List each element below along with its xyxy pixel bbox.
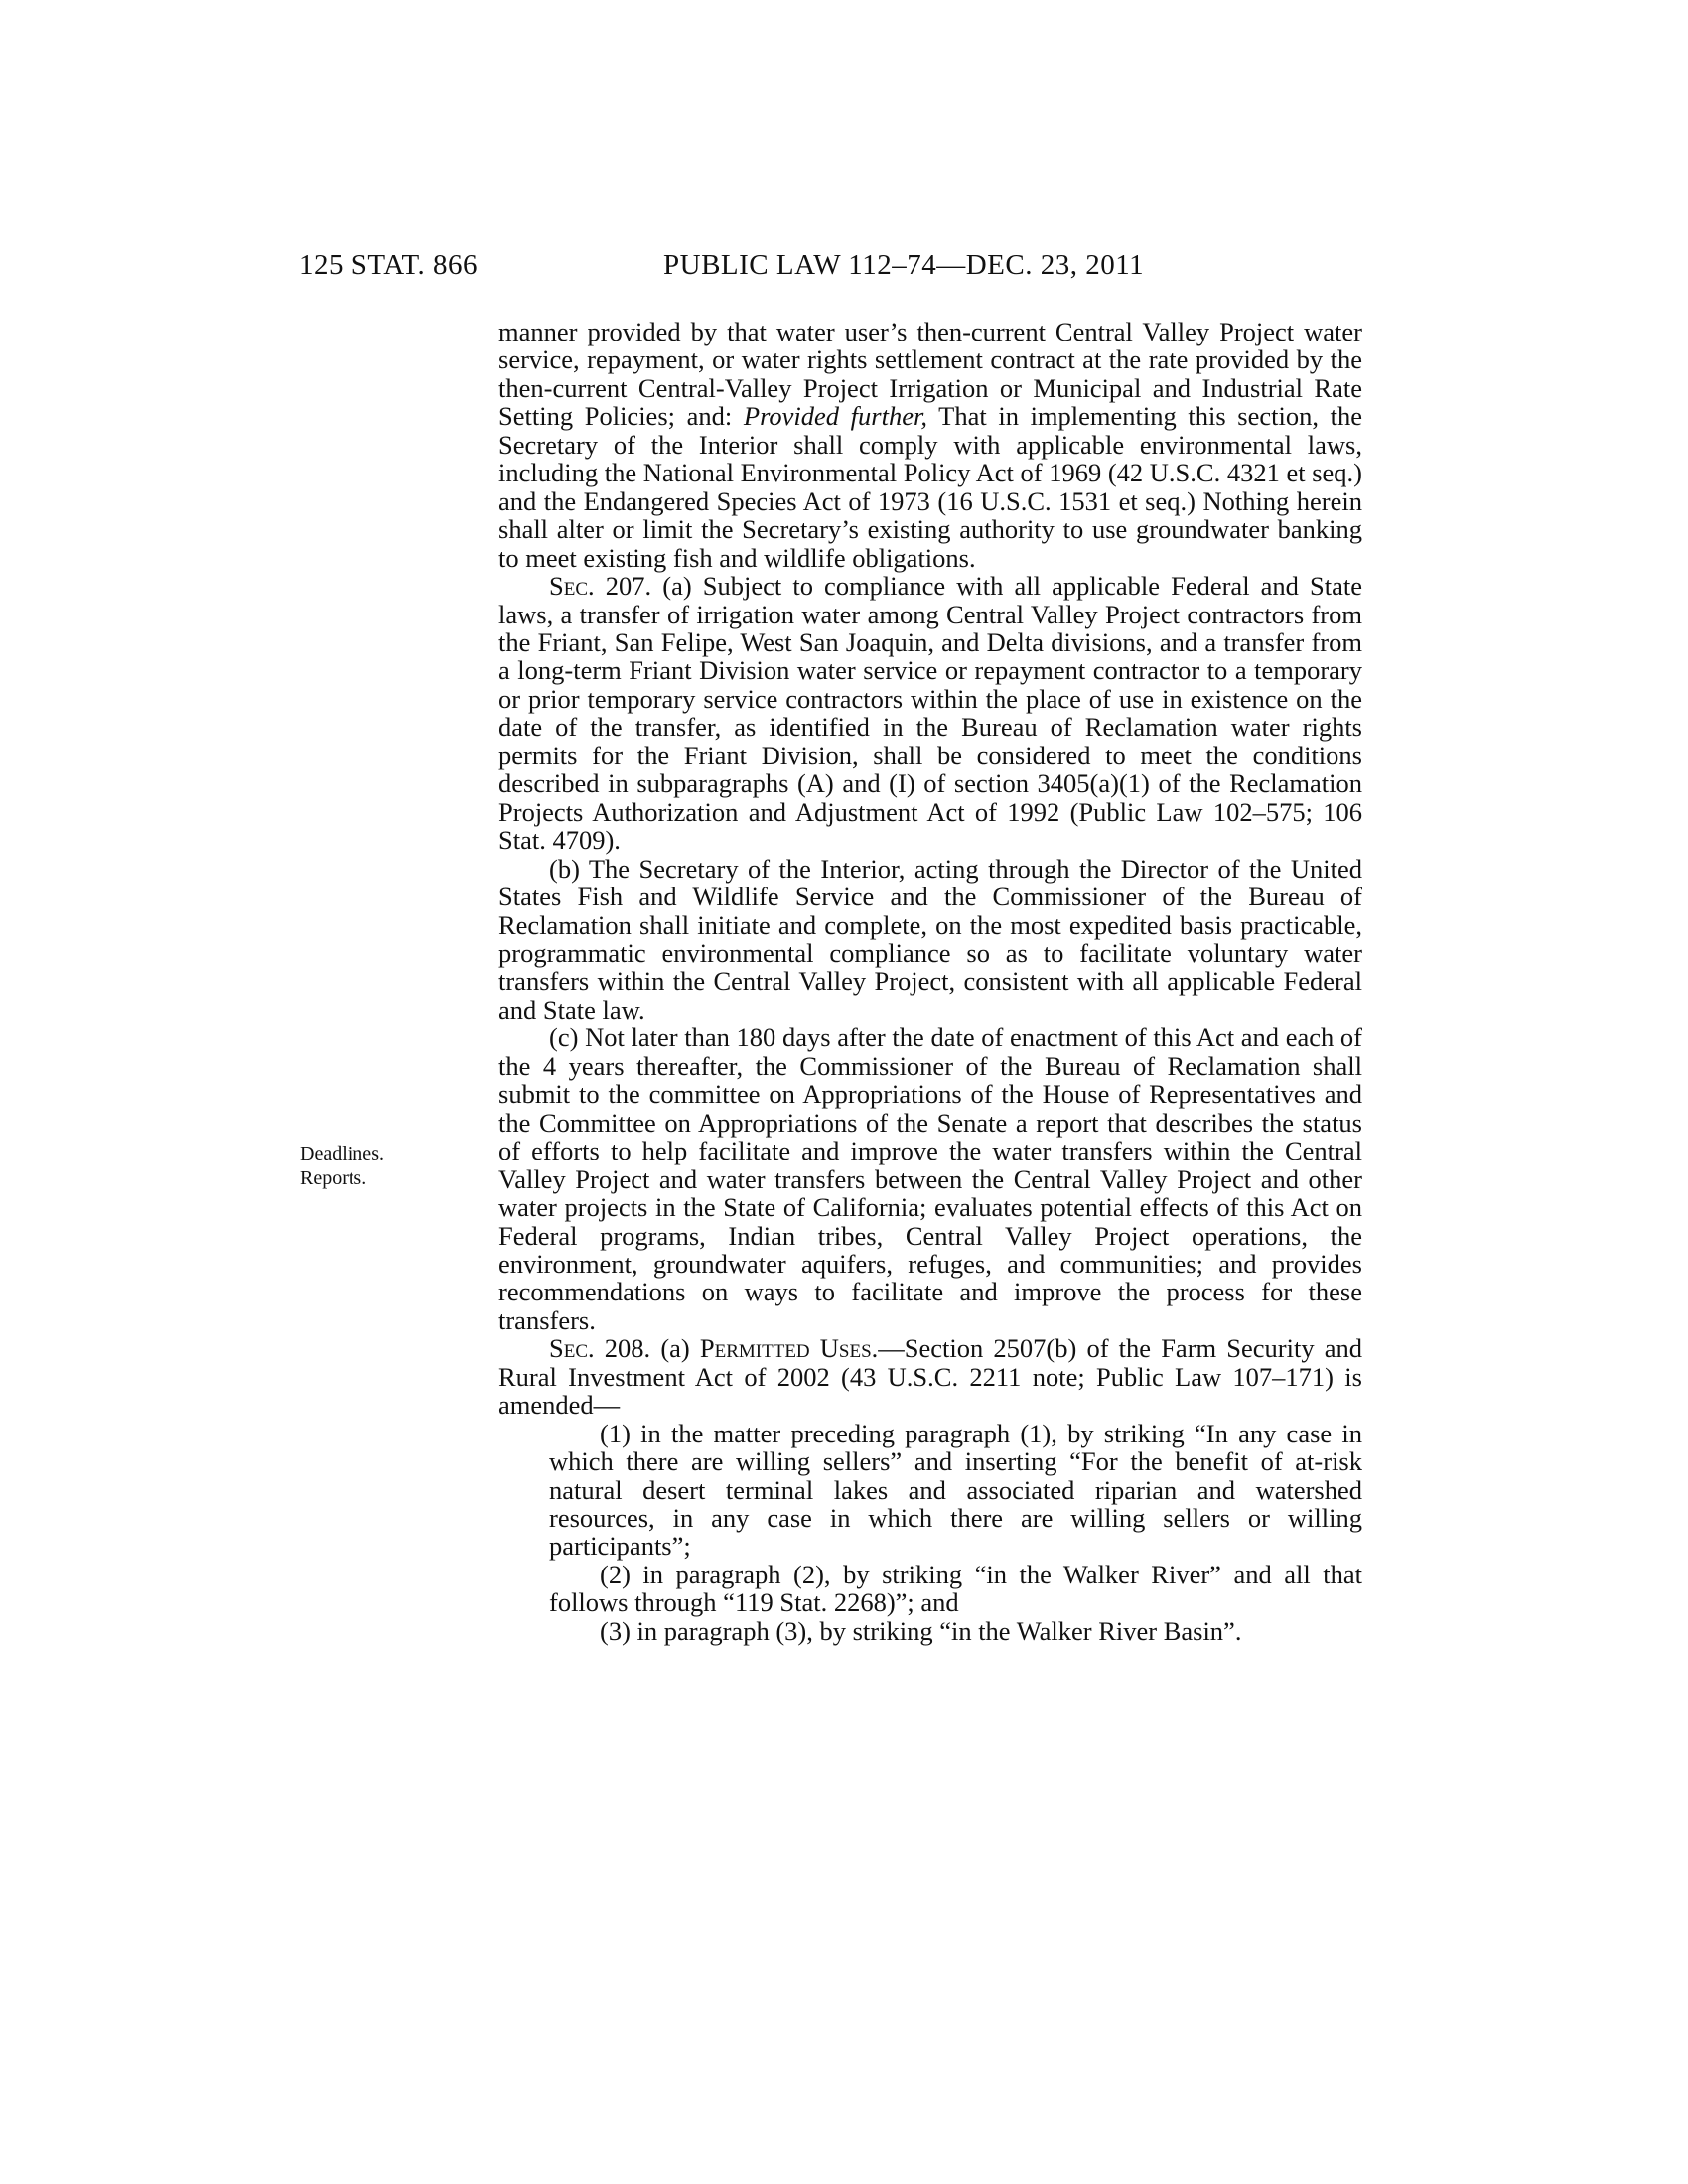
paragraph-continuation [498, 318, 1362, 572]
amendment-item-3: (3) in paragraph (3), by striking “in the Walker River Basin”. [600, 1615, 1242, 1646]
section-207-a [498, 572, 1362, 855]
margin-note-deadlines: Deadlines. [300, 1143, 384, 1164]
statute-page-number: 125 STAT. 866 [299, 249, 479, 281]
margin-note-reports: Reports. [300, 1167, 367, 1189]
section-208-a-text: —Section 2507(b) of the Farm Security and Rural Investment Act of 2002 (43 U.S.C. 2211 note; Public Law 107–171) is amended— [498, 1333, 1362, 1421]
page-header [299, 249, 1362, 289]
amendment-item-1: (1) in the matter preceding paragraph (1), by striking “In any case in which there are willing sellers” and inserting “For the benefit of at-risk natural desert terminal lakes and associated riparian and watershed resources, in any case in which there are willing sellers or willing participants”; [549, 1418, 1362, 1562]
section-207-c: (c) Not later than 180 days after the date of enactment of this Act and each of the 4 years thereafter, the Commissioner of the Bureau of Reclamation shall submit to the committee on Appropriations of the House of Representatives and the Committee on Appropriations of the Senate a report that describes the status of efforts to help facilitate and improve the water transfers within the Central Valley Project and water transfers between the Central Valley Project and other water projects in the State of California; evaluates potential effects of this Act on Federal programs, Indian tribes, Central Valley Project operations, the environment, groundwater aquifers, refuges, and communities; and provides recommendations on ways to facilitate and improve the process for these transfers. [498, 1023, 1362, 1335]
body-text [498, 318, 1362, 1645]
amendment-item-2: (2) in paragraph (2), by striking “in the Walker River” and all that follows through “119 Stat. 2268)”; and [549, 1559, 1362, 1618]
section-label: Sec. [549, 571, 595, 602]
section-207-b: (b) The Secretary of the Interior, acting through the Director of the United States Fish and Wildlife Service and the Commissioner of the Bureau of Reclamation shall initiate and complete, on the most expedited basis practicable, programmatic environmental compliance so as to facilitate voluntary water transfers within the Central Valley Project, consistent with all applicable Federal and State law. [498, 853, 1362, 1024]
section-207-a-text: 207. (a) Subject to compliance with all applicable Federal and State laws, a transfer of irrigation water among Central Valley Project contractors from the Friant, San Felipe, West San Joaquin, and Delta divisions, and a transfer from a long-term Friant Division water service or repayment contractor to a temporary or prior temporary service contractors within the place of use in existence on the date of the transfer, as identified in the Bureau of Reclamation water rights permits for the Friant Division, shall be considered to meet the conditions described in subparagraphs (A) and (I) of section 3405(a)(1) of the Reclamation Projects Authorization and Adjustment Act of 1992 (Public Law 102–575; 106 Stat. 4709). [498, 571, 1363, 856]
margin-note [300, 1142, 384, 1191]
section-label: Sec. [549, 1333, 595, 1364]
section-208-heading: Permitted Uses. [699, 1333, 879, 1364]
running-title: PUBLIC LAW 112–74—DEC. 23, 2011 [663, 249, 1145, 281]
section-208-a [498, 1334, 1362, 1419]
section-208-number: 208. (a) [604, 1333, 690, 1364]
paragraph-continuation-text: manner provided by that water user’s then-current Central Valley Project water service, repayment, or water rights settlement contract at the rate provided by the then-current Central-Valley Project Irrigation or Municipal and Industrial Rate Setting Policies; and: [498, 317, 1362, 432]
paragraph-continuation-rest: That in implementing this section, the Secretary of the Interior shall comply with applicable environmental laws, including the National Environmental Policy Act of 1969 (42 U.S.C. 4321 et seq.) and the Endangered Species Act of 1973 (16 U.S.C. 1531 et seq.) Nothing herein shall alter or limit the Secretary’s existing authority to use groundwater banking to meet existing fish and wildlife obligations. [498, 401, 1362, 573]
provided-further: Provided further, [743, 401, 927, 432]
